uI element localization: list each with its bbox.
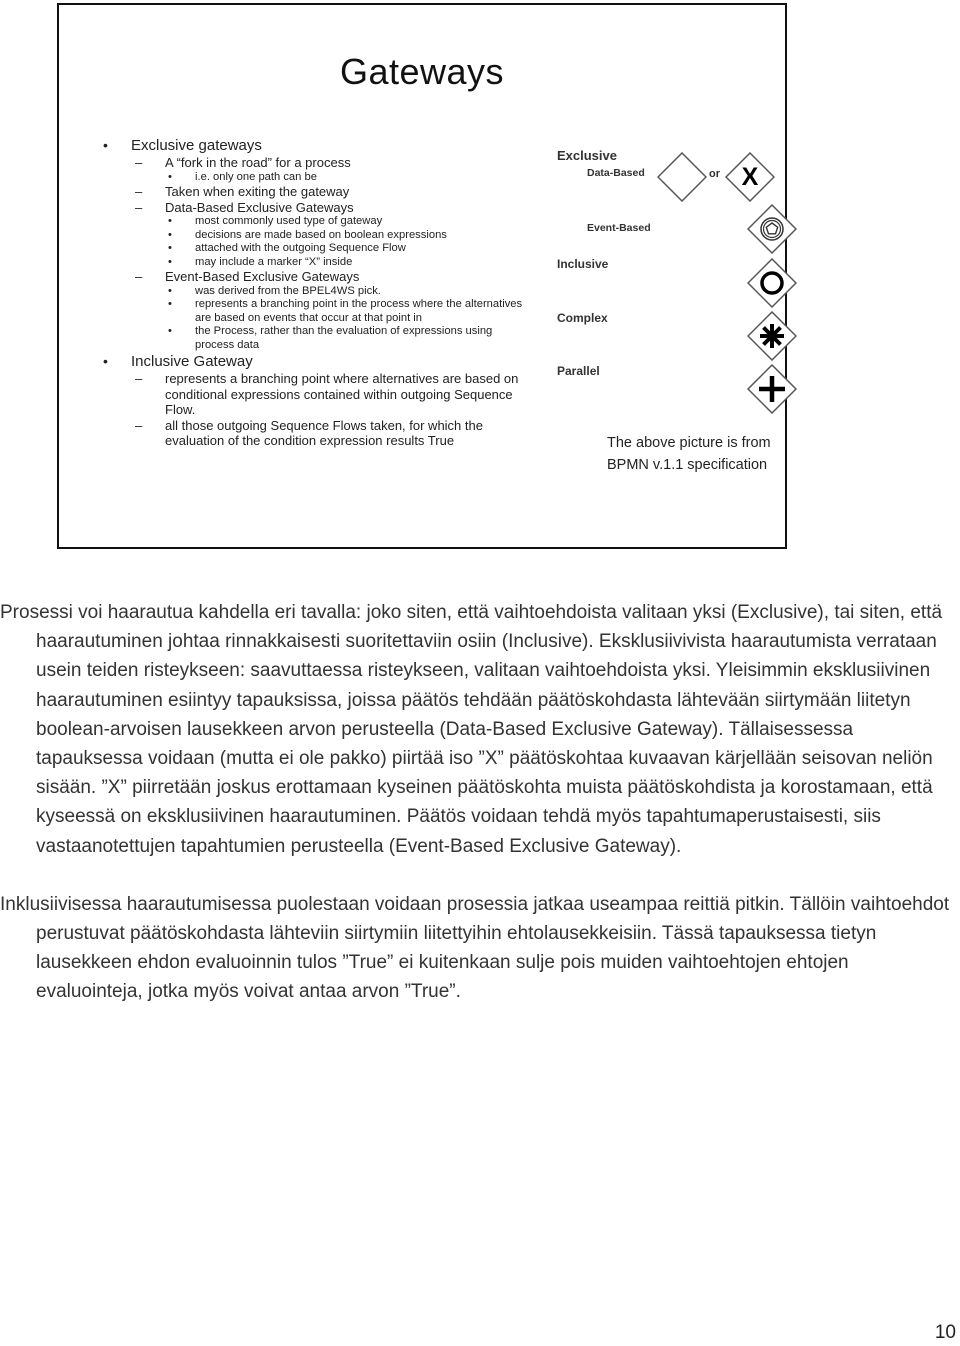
bullet-list: [103, 136, 533, 449]
sub-bullet: – Data-Based Exclusive Gateways: [103, 200, 533, 216]
inclusive-gateway-icon: [747, 258, 797, 308]
legend-label-data-based: Data-Based: [587, 167, 645, 179]
parallel-gateway-icon: [747, 364, 797, 414]
sub-sub-bullet: • represents a branching point in the process where the alternatives are based on events that occur at that point in: [103, 298, 533, 325]
data-based-gateway-diamond-icon: [657, 152, 707, 202]
slide-figure: [57, 3, 787, 549]
slide-title: Gateways: [339, 51, 505, 92]
legend-label-complex: Complex: [557, 311, 608, 325]
sub-bullet: – Event-Based Exclusive Gateways: [103, 269, 533, 285]
sub-sub-bullet: • was derived from the BPEL4WS pick.: [103, 285, 533, 299]
legend-label-or: or: [709, 168, 720, 180]
paragraph-inclusive: Inklusiivisessa haarautumisessa puolestaan voidaan prosessia jatkaa useampaa reittiä pitkin. Tällöin vaihtoehdot perustuvat päätöskohdasta lähteviin siirtymiin liitettyihin ehtolausekkeisiin. Tässä tapauksessa tietyn lausekkeen ehdon evaluoinnin tulos ”True” ei kuitenkaan sulje pois muiden vaihtoehtojen ehtojen evaluointeja, jotka myös voivat antaa arvon ”True”.: [0, 893, 950, 1003]
sub-bullet: – represents a branching point where alternatives are based on conditional expressions contained within outgoing Sequence Flow.: [103, 371, 533, 418]
legend-label-event-based: Event-Based: [587, 222, 651, 234]
sub-sub-bullet: • may include a marker “X” inside: [103, 256, 533, 270]
sub-sub-bullet: • attached with the outgoing Sequence Flow: [103, 242, 533, 256]
legend-label-parallel: Parallel: [557, 364, 600, 378]
bullet-exclusive-gateways: • Exclusive gateways: [103, 136, 533, 155]
complex-gateway-icon: [747, 311, 797, 361]
sub-sub-bullet: • the Process, rather than the evaluation of expressions using process data: [103, 325, 533, 352]
x-marker-glyph: X: [741, 163, 759, 191]
sub-sub-bullet: • i.e. only one path can be: [103, 171, 533, 185]
page-number: 10: [934, 1322, 956, 1343]
data-based-gateway-x-marker-icon: [725, 152, 775, 202]
event-based-gateway-icon: [747, 204, 797, 254]
bullet-inclusive-gateway: • Inclusive Gateway: [103, 352, 533, 371]
sub-bullet: – Taken when exiting the gateway: [103, 184, 533, 200]
picture-source-note: The above picture is from BPMN v.1.1 specification: [607, 435, 771, 473]
body-text: [0, 598, 960, 1007]
legend-label-inclusive: Inclusive: [557, 257, 609, 271]
legend-label-exclusive: Exclusive: [557, 148, 617, 163]
paragraph-exclusive: Prosessi voi haarautua kahdella eri tavalla: joko siten, että vaihtoehdoista valitaan yksi (Exclusive), tai siten, että haarautuminen johtaa rinnakkaisesti suoritettaviin osiin (Inclusive). Eksklusiivivista haarautumista verrataan usein teiden risteykseen: saavuttaessa risteykseen, valitaan vaihtoehdoista yksi. Yleisimmin eksklusiivinen haarautuminen esiintyy tapauksissa, joissa päätös tehdään päätöskohdasta lähtevään siirtymään liitetyn boolean-arvoisen lausekkeen arvon perusteella (Data-Based Exclusive Gateway). Tällaisessessa tapauksessa voidaan (mutta ei ole pakko) piirtää iso ”X” päätöskohtaa kuvaavan kärjellään seisovan neliön sisään. ”X” piirretään joskus erottamaan kyseinen päätöskohta muista päätöskohdista ja korostamaan, että kyseessä on eksklusiivinen haarautuminen. Päätös voidaan tehdä myös tapahtumaperustaisesti, siis vastaanotettujen tapahtumien perusteella (Event-Based Exclusive Gateway).: [0, 602, 943, 857]
sub-sub-bullet: • most commonly used type of gateway: [103, 215, 533, 229]
sub-bullet: – all those outgoing Sequence Flows taken, for which the evaluation of the condition expression results True: [103, 418, 533, 449]
gateway-legend: [557, 145, 779, 415]
sub-bullet: – A “fork in the road” for a process: [103, 155, 533, 171]
sub-sub-bullet: • decisions are made based on boolean expressions: [103, 229, 533, 243]
